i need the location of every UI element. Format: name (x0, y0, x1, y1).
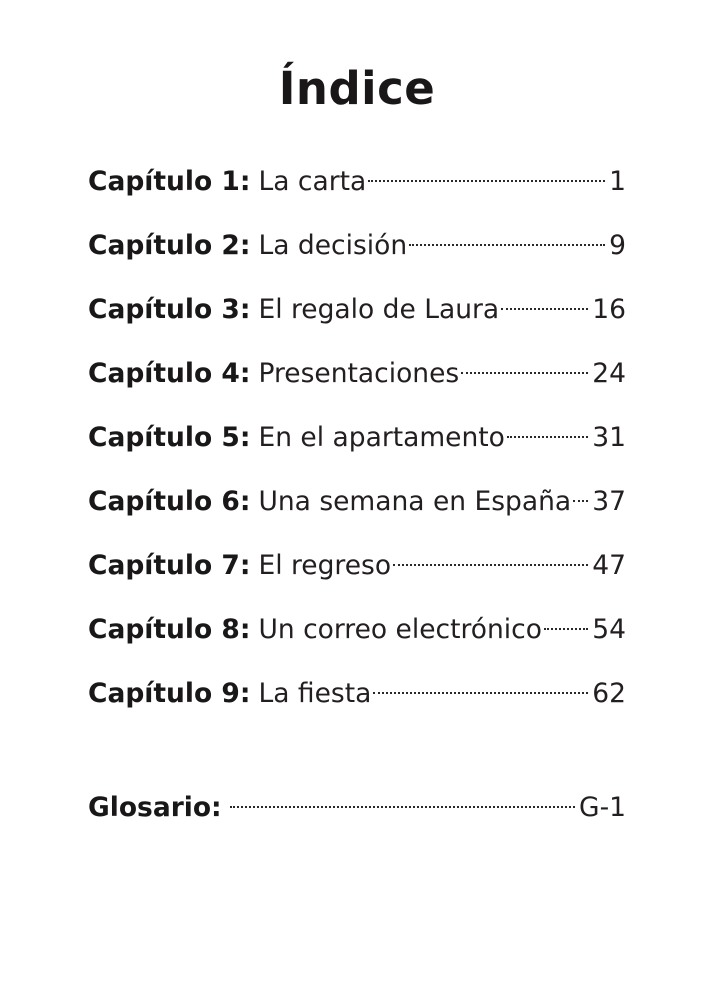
dot-leader (373, 675, 588, 702)
chapter-title: El regalo de Laura (258, 293, 500, 325)
chapter-title: Un correo electrónico (258, 613, 542, 645)
page-number: 24 (592, 357, 626, 389)
list-item[interactable] (88, 419, 626, 451)
page-number: 37 (592, 485, 626, 517)
dot-leader (501, 291, 588, 318)
page-number: 31 (592, 421, 626, 453)
page-title: Índice (278, 62, 436, 115)
chapter-label: Capítulo 7: (88, 549, 251, 581)
chapter-title: La fiesta (258, 677, 372, 709)
list-item[interactable] (88, 227, 626, 259)
chapter-label: Capítulo 5: (88, 421, 251, 453)
toc-list (88, 163, 626, 823)
glossary-label: Glosario: (88, 791, 222, 823)
list-item-glossary[interactable] (88, 789, 626, 823)
chapter-label: Capítulo 4: (88, 357, 251, 389)
dot-leader (461, 355, 588, 382)
page-number: 9 (609, 229, 626, 261)
chapter-label: Capítulo 3: (88, 293, 251, 325)
chapter-title: En el apartamento (258, 421, 505, 453)
page-number: 47 (592, 549, 626, 581)
list-item[interactable] (88, 675, 626, 707)
chapter-title: Presentaciones (258, 357, 460, 389)
list-item[interactable] (88, 547, 626, 579)
dot-leader (507, 419, 588, 446)
dot-leader (368, 163, 605, 190)
chapter-label: Capítulo 6: (88, 485, 251, 517)
dot-leader (544, 611, 588, 638)
chapter-title: La decisión (258, 229, 408, 261)
list-item[interactable] (88, 355, 626, 387)
dot-leader (230, 789, 575, 816)
page-number: 16 (592, 293, 626, 325)
list-item[interactable] (88, 483, 626, 515)
page-number: G-1 (579, 791, 626, 823)
list-item[interactable] (88, 163, 626, 195)
dot-leader (393, 547, 588, 574)
page-number: 54 (592, 613, 626, 645)
dot-leader (573, 483, 588, 510)
chapter-label: Capítulo 9: (88, 677, 251, 709)
chapter-label: Capítulo 8: (88, 613, 251, 645)
chapter-title: El regreso (258, 549, 392, 581)
chapter-label: Capítulo 2: (88, 229, 251, 261)
list-item[interactable] (88, 611, 626, 643)
chapter-title: Una semana en España (258, 485, 572, 517)
dot-leader (409, 227, 605, 254)
page-number: 62 (592, 677, 626, 709)
chapter-title: La carta (258, 165, 367, 197)
page-number: 1 (609, 165, 626, 197)
list-item[interactable] (88, 291, 626, 323)
chapter-label: Capítulo 1: (88, 165, 251, 197)
